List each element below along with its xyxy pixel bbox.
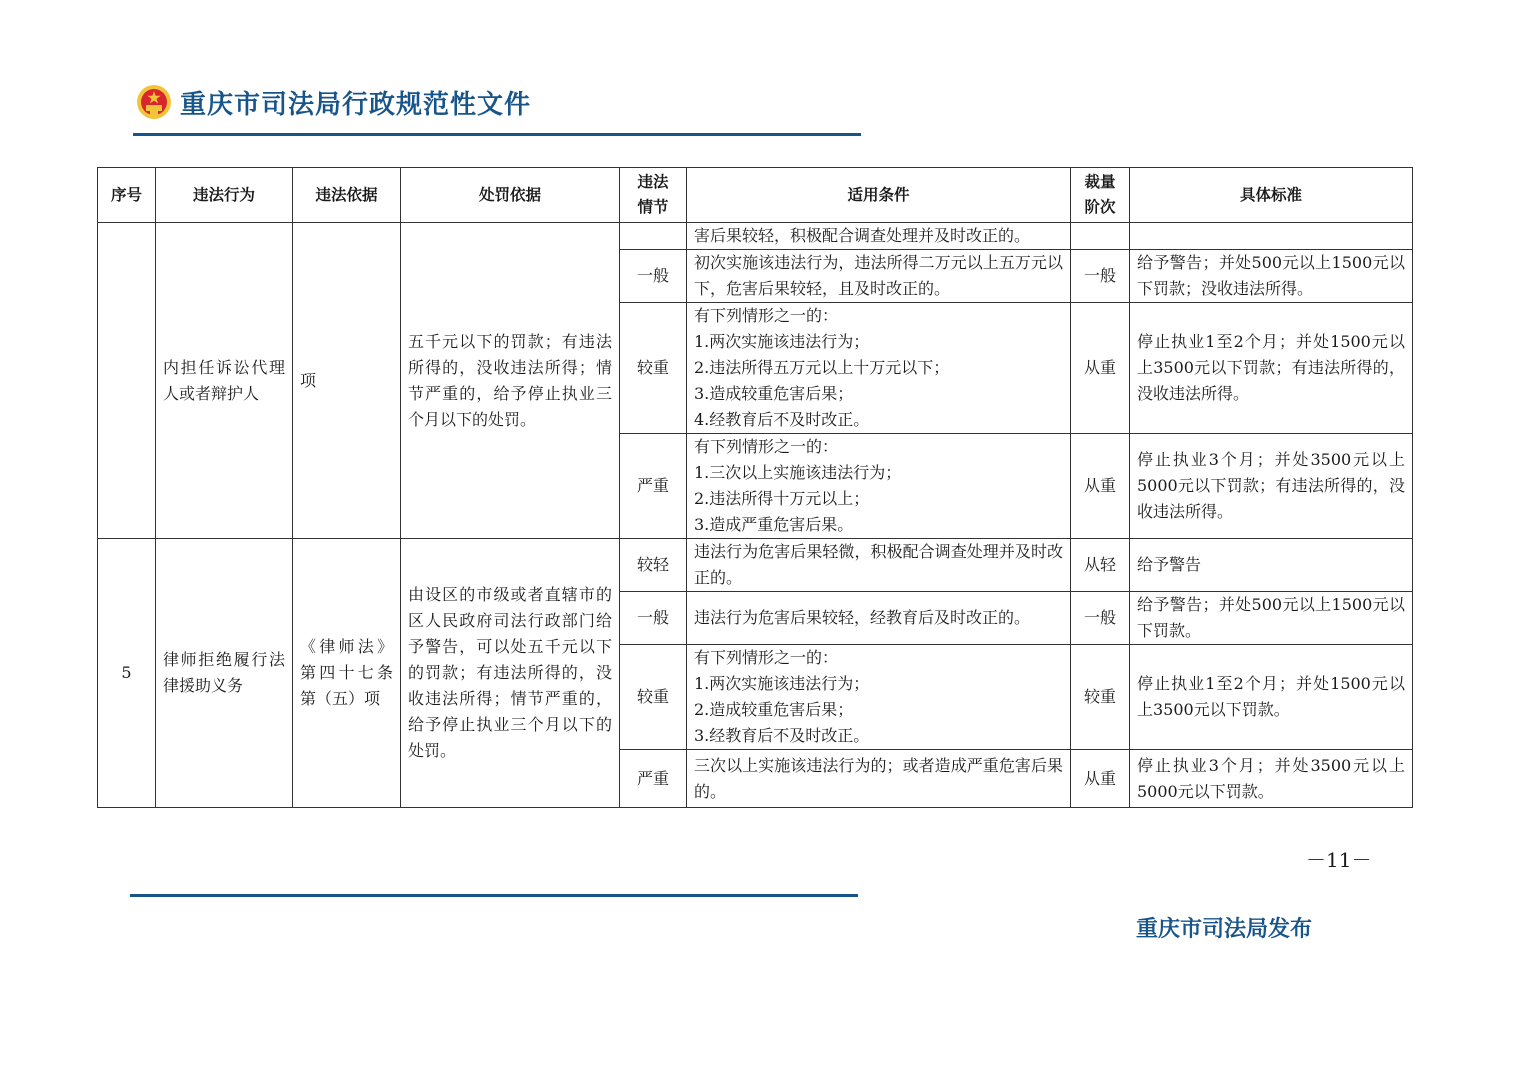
cell-plot: 严重 — [620, 434, 687, 539]
cell-standard — [1130, 223, 1413, 250]
condition-line: 1.三次以上实施该违法行为； — [694, 463, 902, 482]
cell-condition: 违法行为危害后果较轻，经教育后及时改正的。 — [687, 592, 1071, 645]
cell-violation-basis: 项 — [293, 223, 401, 539]
cell-standard: 停止执业3个月；并处3500元以上5000元以下罚款。 — [1130, 750, 1413, 808]
cell-stage — [1071, 223, 1130, 250]
condition-line: 1.两次实施该违法行为； — [694, 332, 870, 351]
cell-plot: 较重 — [620, 645, 687, 750]
header-standard: 具体标准 — [1130, 168, 1413, 223]
condition-line: 3.造成严重危害后果。 — [694, 515, 854, 534]
cell-penalty-basis: 由设区的市级或者直辖市的区人民政府司法行政部门给予警告，可以处五千元以下的罚款；有违法所得的，没收违法所得；情节严重的，给予停止执业三个月以下的处罚。 — [401, 539, 620, 808]
header-plot — [620, 168, 687, 223]
header-violation-basis: 违法依据 — [293, 168, 401, 223]
condition-line: 2.违法所得十万元以上； — [694, 489, 870, 508]
cell-standard: 停止执业3个月；并处3500元以上5000元以下罚款；有违法所得的，没收违法所得。 — [1130, 434, 1413, 539]
header-stage — [1071, 168, 1130, 223]
cell-standard: 给予警告；并处500元以上1500元以下罚款；没收违法所得。 — [1130, 250, 1413, 303]
cell-violation: 内担任诉讼代理人或者辩护人 — [156, 223, 293, 539]
cell-plot: 较轻 — [620, 539, 687, 592]
cell-number: 5 — [98, 539, 156, 808]
cell-condition — [687, 303, 1071, 434]
header-plot-line: 情节 — [637, 198, 669, 216]
condition-line: 1.两次实施该违法行为； — [694, 674, 870, 693]
cell-stage: 从重 — [1071, 750, 1130, 808]
header-penalty-basis: 处罚依据 — [401, 168, 620, 223]
cell-stage: 一般 — [1071, 592, 1130, 645]
condition-line: 3.经教育后不及时改正。 — [694, 726, 870, 745]
condition-line: 有下列情形之一的： — [694, 648, 839, 667]
cell-plot: 严重 — [620, 750, 687, 808]
cell-condition: 初次实施该违法行为，违法所得二万元以上五万元以下，危害后果较轻，且及时改正的。 — [687, 250, 1071, 303]
cell-penalty-basis: 五千元以下的罚款；有违法所得的，没收违法所得；情节严重的，给予停止执业三个月以下的处罚。 — [401, 223, 620, 539]
table-header-row — [98, 168, 1413, 223]
cell-standard: 给予警告；并处500元以上1500元以下罚款。 — [1130, 592, 1413, 645]
cell-condition: 害后果较轻，积极配合调查处理并及时改正的。 — [687, 223, 1071, 250]
condition-line: 3.造成较重危害后果； — [694, 384, 854, 403]
cell-plot: 一般 — [620, 250, 687, 303]
document-header — [136, 80, 531, 124]
footer-rule — [130, 894, 858, 897]
header-stage-line: 裁量 — [1084, 173, 1116, 191]
cell-number — [98, 223, 156, 539]
header-stage-line: 阶次 — [1084, 198, 1116, 216]
table-row — [98, 223, 1413, 250]
header-number: 序号 — [98, 168, 156, 223]
page-number: －11－ — [1306, 848, 1372, 872]
cell-plot: 一般 — [620, 592, 687, 645]
cell-condition — [687, 645, 1071, 750]
condition-line: 2.违法所得五万元以上十万元以下； — [694, 358, 950, 377]
cell-standard: 停止执业1至2个月；并处1500元以上3500元以下罚款；有违法所得的，没收违法所得。 — [1130, 303, 1413, 434]
condition-line: 4.经教育后不及时改正。 — [694, 410, 870, 429]
table-row — [98, 539, 1413, 592]
header-condition: 适用条件 — [687, 168, 1071, 223]
document-header-title: 重庆市司法局行政规范性文件 — [180, 89, 532, 120]
cell-violation-basis: 《律师法》第四十七条第（五）项 — [293, 539, 401, 808]
cell-plot — [620, 223, 687, 250]
condition-line: 2.造成较重危害后果； — [694, 700, 854, 719]
penalty-standard-table — [97, 167, 1413, 808]
cell-stage: 从重 — [1071, 303, 1130, 434]
cell-condition: 违法行为危害后果轻微，积极配合调查处理并及时改正的。 — [687, 539, 1071, 592]
national-emblem-icon — [136, 84, 172, 120]
cell-stage: 从轻 — [1071, 539, 1130, 592]
cell-condition: 三次以上实施该违法行为的；或者造成严重危害后果的。 — [687, 750, 1071, 808]
condition-line: 有下列情形之一的： — [694, 306, 839, 325]
cell-violation: 律师拒绝履行法律援助义务 — [156, 539, 293, 808]
header-plot-line: 违法 — [637, 173, 669, 191]
condition-line: 有下列情形之一的： — [694, 437, 839, 456]
cell-stage: 从重 — [1071, 434, 1130, 539]
cell-stage: 较重 — [1071, 645, 1130, 750]
footer-publisher: 重庆市司法局发布 — [1136, 917, 1313, 942]
cell-stage: 一般 — [1071, 250, 1130, 303]
header-violation: 违法行为 — [156, 168, 293, 223]
cell-condition — [687, 434, 1071, 539]
cell-standard: 给予警告 — [1130, 539, 1413, 592]
header-rule — [133, 133, 861, 136]
cell-standard: 停止执业1至2个月；并处1500元以上3500元以下罚款。 — [1130, 645, 1413, 750]
cell-plot: 较重 — [620, 303, 687, 434]
